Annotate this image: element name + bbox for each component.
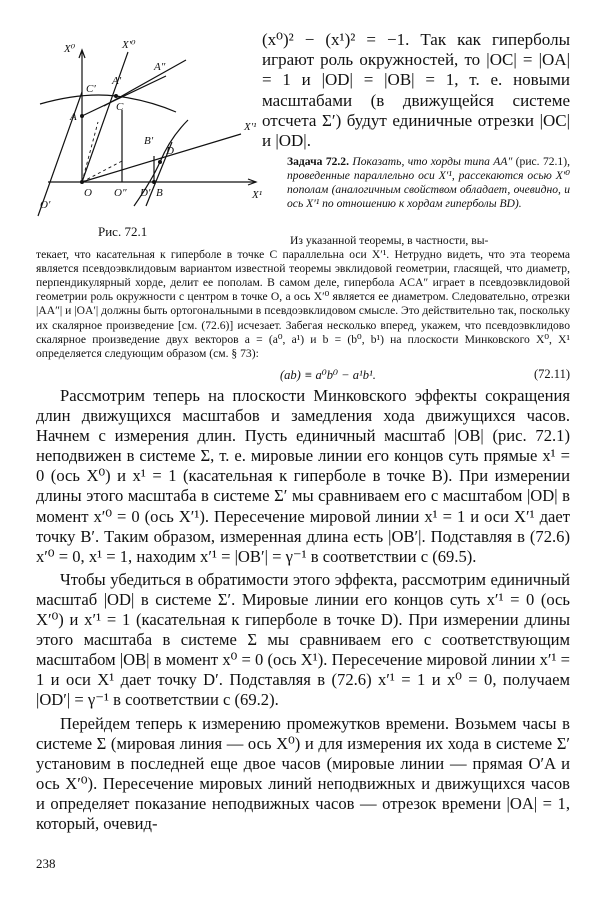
small-paragraph — [36, 234, 570, 361]
label-c1: C′ — [86, 83, 96, 95]
label-b: B — [156, 187, 163, 199]
equation-number: (72.11) — [534, 367, 570, 381]
paragraph: Чтобы убедиться в обратимости этого эффекта, рассмотрим единичный масштаб |OD| в системе Σ′. Мировые линии его концов суть x′¹ = 0 (ось X′⁰) и x′¹ = 1 (касательная к гиперболе в точке D). При измерении длины этого масштаба в системе Σ мы сравниваем его с соответствующим масштабом |OB| в момент x⁰ = 0 (ось X¹). Пересечение мировой линии x′¹ = 1 и оси X¹ дает точку D′. Подставляя в (72.6) x′¹ = 1 и x⁰ = 0, получаем |OD′| = γ⁻¹ в соответствии с (69.2). — [36, 569, 570, 710]
point-b — [152, 180, 156, 184]
point-a — [80, 114, 84, 118]
label-d: D — [166, 145, 174, 157]
task-body-a: Показать, что хорды типа AA″ — [352, 155, 513, 168]
equation-72-11 — [36, 367, 570, 385]
page-number: 238 — [36, 856, 56, 871]
small-paragraph-body: текает, что касательная к гиперболе в точке C параллельна оси X′¹. Нетрудно видеть, что эта теорема является псевдоэвклидовым вариантом известной теоремы эвклидовой геометрии, гласящей, что диаметр, перпендикулярный хорде, делит ее пополам. В самом деле, гипербола ACA″ играет в псевдоэвклидовой геометрии роль окружности с центром в точке O, а ось X′⁰ является ее диаметром. Следовательно, отрезки |AA″| и |OA′| должны быть ортогональными в псевдоэвклидовом смысле. Это действительно так, поскольку их скалярное произведение [см. (72.6)] исчезает. Забегая несколько вперед, укажем, что псевдоэвклидово скалярное произведение двух векторов a = (a⁰, a¹) и b = (b⁰, b¹) на плоскости Минковского X⁰, X¹ определяется следующим образом (см. § 73): — [36, 248, 570, 360]
label-d1: D′ — [140, 187, 151, 199]
label-x0prime: X′⁰ — [122, 39, 136, 51]
task-body-b: (рис. 72.1), — [515, 155, 570, 168]
equation-formula: (ab) ≡ a⁰b⁰ − a¹b¹. — [280, 368, 376, 382]
dashed-1 — [82, 122, 98, 182]
figure-72-1 — [36, 30, 268, 220]
label-o: O — [84, 187, 92, 199]
label-b1: B′ — [144, 135, 154, 147]
paragraph: Рассмотрим теперь на плоскости Минковского эффекты сокращения длин движущихся масштабов и замедления хода движущихся часов. Начнем с измерения длин. Пусть единичный масштаб |OB| (рис. 72.1) неподвижен в системе Σ, т. е. мировые линии его концов суть прямые x¹ = 0 (ось X⁰) и x¹ = 1 (касательная к гиперболе в точке B). При измерении длины этого масштаба в системе Σ′ мы сравниваем его с масштабом |OD| в момент x′⁰ = 0 (ось X′¹). Пересечение мировой линии x¹ = 1 и оси X′¹ дает точку B′. Таким образом, измеренная длина есть |OB′|. Подставляя в (72.6) x′⁰ = 0, x¹ = 1, находим x′¹ = |OB′| = γ⁻¹ в соответствии с (69.5). — [36, 386, 570, 566]
intro-text: (x⁰)² − (x¹)² = −1. Так как гиперболы играют роль окружностей, то |OC| = |OA| = 1 и |OD| = |OB| = 1, т. е. новыми масштабами (в движущейся системе отсчета Σ′) будут единичные отрезки |OC| и |OD|. — [262, 30, 570, 151]
point-c — [114, 94, 118, 98]
chord-aa2 — [82, 76, 166, 116]
label-o2: O″ — [114, 187, 127, 199]
task-title: Задача 72.2. — [287, 155, 350, 168]
label-x1: X¹ — [252, 189, 263, 201]
label-a2: A″ — [154, 61, 166, 73]
task-72-2 — [287, 155, 570, 211]
paragraph: Перейдем теперь к измерению промежутков времени. Возьмем часы в системе Σ (мировая линия — ось X⁰) и для измерения их хода в системе Σ′ установим в последней еще двое часов (мировые линии — прямая O′A и ось X′⁰). Пересечение мировых линий неподвижных и движущихся часов и определяет показание неподвижных часов — отрезок времени |OA| = 1, который, очевид- — [36, 713, 570, 833]
label-x0: X⁰ — [64, 43, 76, 55]
point-o — [80, 180, 84, 184]
small-paragraph-first-line: Из указанной теоремы, в частности, вы- — [290, 234, 489, 247]
label-a: A — [70, 111, 77, 123]
label-c: C — [116, 101, 124, 113]
label-x1prime: X′¹ — [244, 121, 257, 133]
x0prime-axis — [82, 52, 128, 182]
main-text — [36, 386, 570, 834]
label-a1: A′ — [112, 75, 122, 87]
label-o1: O′ — [40, 199, 51, 211]
figure-caption: Рис. 72.1 — [98, 224, 148, 239]
point-d — [158, 160, 162, 164]
task-body-c: проведенные параллельно оси X′¹, рассекаются осью X′⁰ пополам (аналогичным свойством обладает, очевидно, и ось X′¹ по отношению к хордам гиперболы BD). — [287, 169, 570, 210]
